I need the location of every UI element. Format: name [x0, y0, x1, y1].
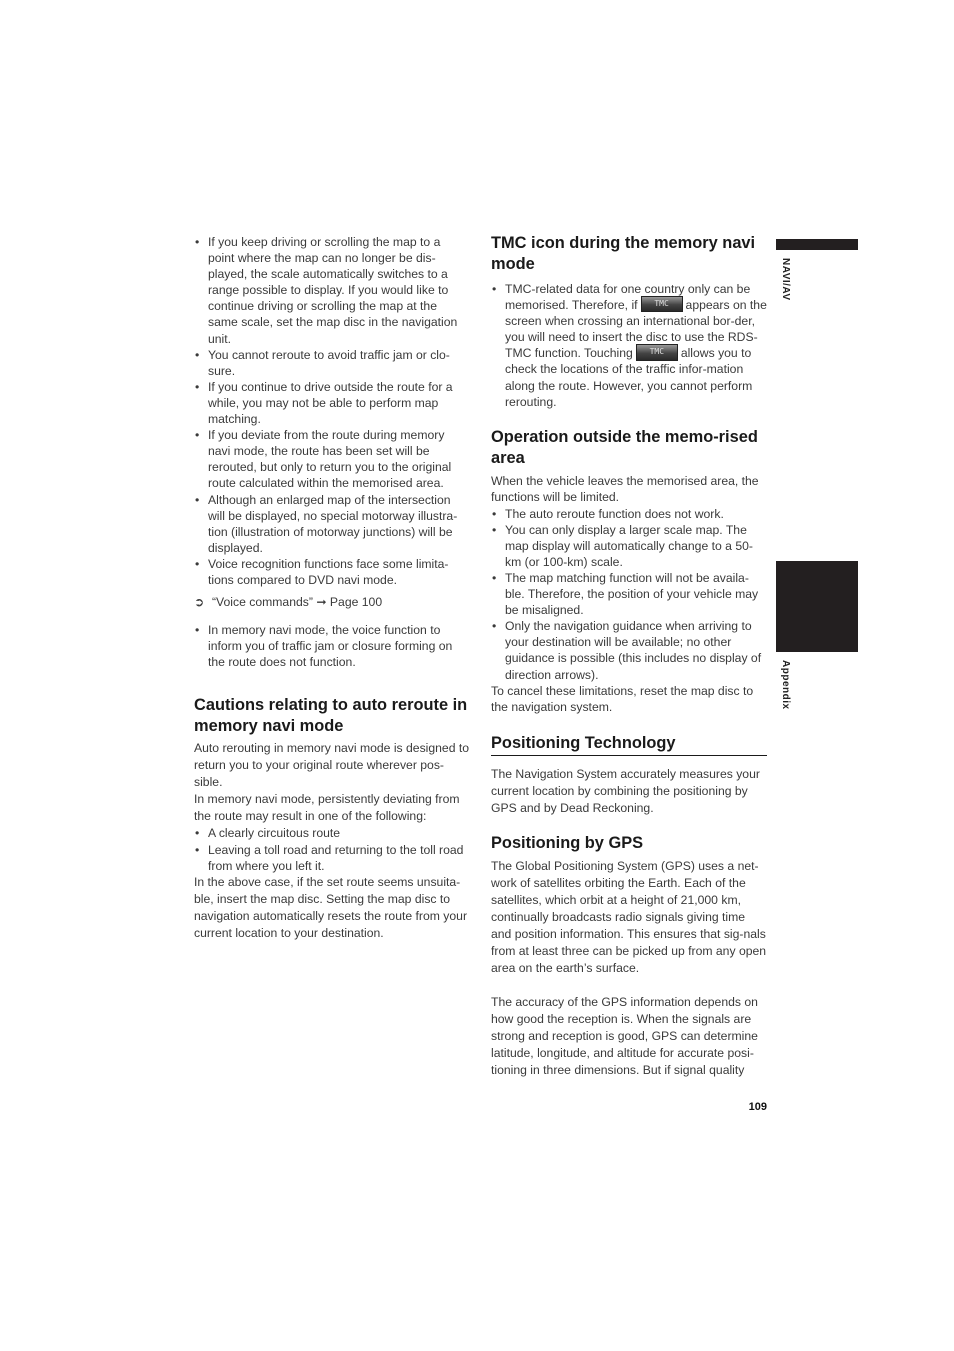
list-item: • Although an enlarged map of the intersection will be displayed, no special motorway illustra-tion (illustration of motorway junctions) will be displayed. [194, 492, 470, 556]
appendix-tab-label: Appendix [780, 660, 791, 710]
memory-navi-limitations-list [194, 234, 470, 588]
list-item [491, 281, 767, 410]
gps-paragraph: The accuracy of the GPS information depends on how good the reception is. When the signals are strong and reception is good, GPS can determine latitude, longitude, and altitude for accurate posi-tioning in three dimensions. But if signal quality [491, 995, 758, 1078]
list-item: • If you keep driving or scrolling the map to a point where the map can no longer be dis-played, the scale automatically switches to a range possible to display. If you would like to continue driving or scrolling the map at the same scale, set the map disc in the navigation unit. [194, 234, 470, 347]
tmc-text: appears on the screen when crossing an international bor-der, you will need to insert the disc to use the RDS-TMC function. Touching [505, 298, 767, 361]
tmc-heading: TMC icon during the memory navi mode [491, 234, 756, 273]
list-item: • Only the navigation guidance when arriving to your destination will be available; no other guidance is possible (this includes no display of direction arrows). [491, 618, 767, 682]
reference-title[interactable]: “Voice commands” [212, 595, 313, 610]
outside-area-heading: Operation outside the memo-rised area [491, 427, 758, 467]
tmc-button-icon[interactable]: TMC [636, 344, 678, 361]
tmc-text: TMC-related data for one country only can be memorised. Therefore, if [505, 282, 751, 313]
right-column [491, 233, 767, 1079]
navi-av-tab-bar [776, 239, 858, 250]
tmc-icon: TMC [641, 296, 683, 312]
page-number: 109 [748, 1101, 767, 1113]
positioning-technology-text: The Navigation System accurately measures your current location by combining the positioning by GPS and by Dead Reckoning. [491, 767, 760, 816]
list-item: • You can only display a larger scale map. The map display will automatically change to a 50-km (or 100-km) scale. [491, 522, 767, 570]
list-item: • If you deviate from the route during memory navi mode, the route has been set will be rerouted, but only to return you to the original route calculated within the memorised area. [194, 427, 470, 491]
list-item: • You cannot reroute to avoid traffic jam or clo-sure. [194, 347, 470, 379]
tmc-list [491, 281, 767, 410]
list-item: • The map matching function will not be availa-ble. Therefore, the position of your vehicle may be misaligned. [491, 570, 767, 618]
arrow-right-icon: ➞ [316, 595, 327, 610]
tmc-text: allows you to check the locations of the traffic infor-mation along the route. However, you cannot perform rerouting. [505, 346, 753, 409]
cautions-paragraph: Auto rerouting in memory navi mode is designed to return you to your original route wherever pos-sible. [194, 741, 470, 790]
list-item: • In memory navi mode, the voice function to inform you of traffic jam or closure forming on the route does not function. [194, 622, 470, 670]
positioning-technology-heading: Positioning Technology [491, 733, 767, 756]
cautions-paragraph: In memory navi mode, persistently deviating from the route may result in one of the following: [194, 792, 460, 824]
list-item: • If you continue to drive outside the route for a while, you may not be able to perform map matching. [194, 379, 470, 427]
positioning-gps-heading: Positioning by GPS [491, 834, 644, 853]
list-item: • Voice recognition functions face some limita-tions compared to DVD navi mode. [194, 556, 470, 588]
gps-paragraph: The Global Positioning System (GPS) uses a net-work of satellites orbiting the Earth. Each of the satellites, which orbit at a height of 21,000 km, continually broadcasts radio signals giving time and position information. This ensures that sig-nals from at least three can be picked up from any open area on the earth’s surface. [491, 859, 767, 976]
cautions-paragraph: In the above case, if the set route seems unsuita-ble, insert the map disc. Setting the map disc to navigation automatically resets the route from your current location to your destination. [194, 874, 467, 940]
pointer-icon: ➲ [194, 595, 205, 610]
outside-area-outro: To cancel these limitations, reset the map disc to the navigation system. [491, 683, 754, 714]
list-item: • The auto reroute function does not work. [491, 506, 767, 522]
voice-function-list [194, 622, 470, 670]
outside-area-list [491, 506, 767, 683]
navi-av-tab-label: NAVI/AV [780, 258, 791, 301]
left-column [194, 234, 470, 942]
cross-reference[interactable] [194, 594, 470, 610]
list-item: • A clearly circuitous route [194, 825, 470, 841]
cautions-heading: Cautions relating to auto reroute in memory navi mode [194, 696, 468, 736]
reference-page[interactable]: Page 100 [329, 595, 383, 610]
list-item: • Leaving a toll road and returning to the toll road from where you left it. [194, 842, 470, 874]
outside-area-intro: When the vehicle leaves the memorised area, the functions will be limited. [491, 473, 759, 505]
appendix-tab-block [776, 561, 858, 652]
cautions-list [194, 825, 470, 873]
